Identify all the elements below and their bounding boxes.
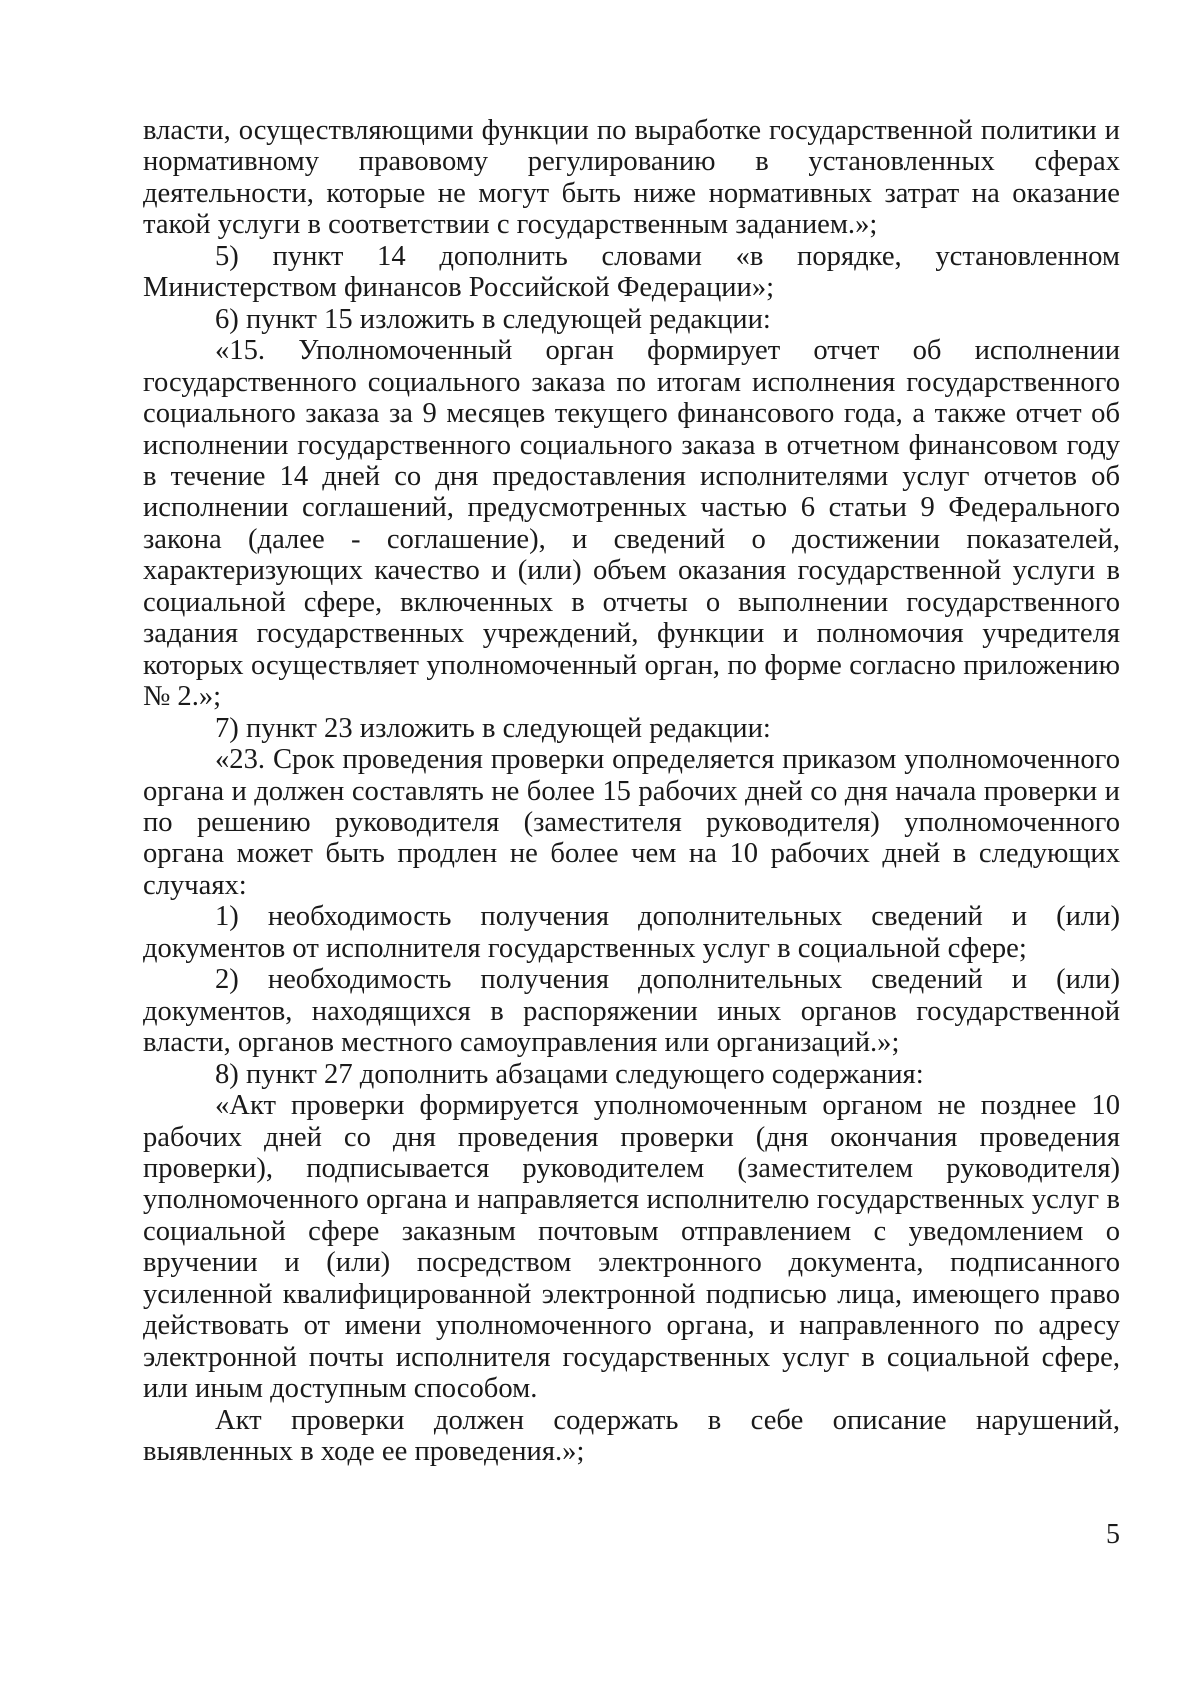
paragraph-item-5: 5) пункт 14 дополнить словами «в порядке, установленном Министерством финансов Российской Федерации»; [143, 240, 1120, 304]
paragraph-inspection-act: «Акт проверки формируется уполномоченным органом не позднее 10 рабочих дней со дня проведения проверки (дня окончания проведения проверки), подписывается руководителем (заместителем руководителя) уполномоченного органа и направляется исполнителю государственных услуг в социальной сфере заказным почтовым отправлением с уведомлением о вручении и (или) посредством электронного документа, подписанного усиленной квалифицированной электронной подписью лица, имеющего право действовать от имени уполномоченного органа, и направленного по адресу электронной почты исполнителя государственных услуг в социальной сфере, или иным доступным способом. [143, 1090, 1120, 1405]
document-body [143, 115, 1120, 1467]
paragraph-clause-23: «23. Срок проведения проверки определяется приказом уполномоченного органа и должен составлять не более 15 рабочих дней со дня начала проверки и по решению руководителя (заместителя руководителя) уполномоченного органа может быть продлен не более чем на 10 рабочих дней в следующих случаях: [143, 744, 1120, 901]
paragraph-subitem-2: 2) необходимость получения дополнительных сведений и (или) документов, находящихся в распоряжении иных органов государственной власти, органов местного самоуправления или организаций.»; [143, 964, 1120, 1059]
paragraph-continuation: власти, осуществляющими функции по выработке государственной политики и нормативному правовому регулированию в установленных сферах деятельности, которые не могут быть ниже нормативных затрат на оказание такой услуги в соответствии с государственным заданием.»; [143, 115, 1120, 241]
paragraph-inspection-act-contents: Акт проверки должен содержать в себе описание нарушений, выявленных в ходе ее проведения.»; [143, 1404, 1120, 1468]
paragraph-item-6: 6) пункт 15 изложить в следующей редакции: [215, 303, 771, 335]
page-number: 5 [1106, 1519, 1120, 1550]
paragraph-clause-15: «15. Уполномоченный орган формирует отчет об исполнении государственного социального заказа по итогам исполнения государственного социального заказа за 9 месяцев текущего финансового года, а также отчет об исполнении государственного социального заказа в отчетном финансовом году в течение 14 дней со дня предоставления исполнителями услуг отчетов об исполнении соглашений, предусмотренных частью 6 статьи 9 Федерального закона (далее - соглашение), и сведений о достижении показателей, характеризующих качество и (или) объем оказания государственной услуги в социальной сфере, включенных в отчеты о выполнении государственного задания государственных учреждений, функции и полномочия учредителя которых осуществляет уполномоченный орган, по форме согласно приложению № 2.»; [143, 335, 1120, 713]
paragraph-item-8: 8) пункт 27 дополнить абзацами следующего содержания: [215, 1058, 924, 1090]
paragraph-subitem-1: 1) необходимость получения дополнительных сведений и (или) документов от исполнителя государственных услуг в социальной сфере; [143, 901, 1120, 964]
paragraph-item-7: 7) пункт 23 изложить в следующей редакции: [215, 712, 771, 744]
